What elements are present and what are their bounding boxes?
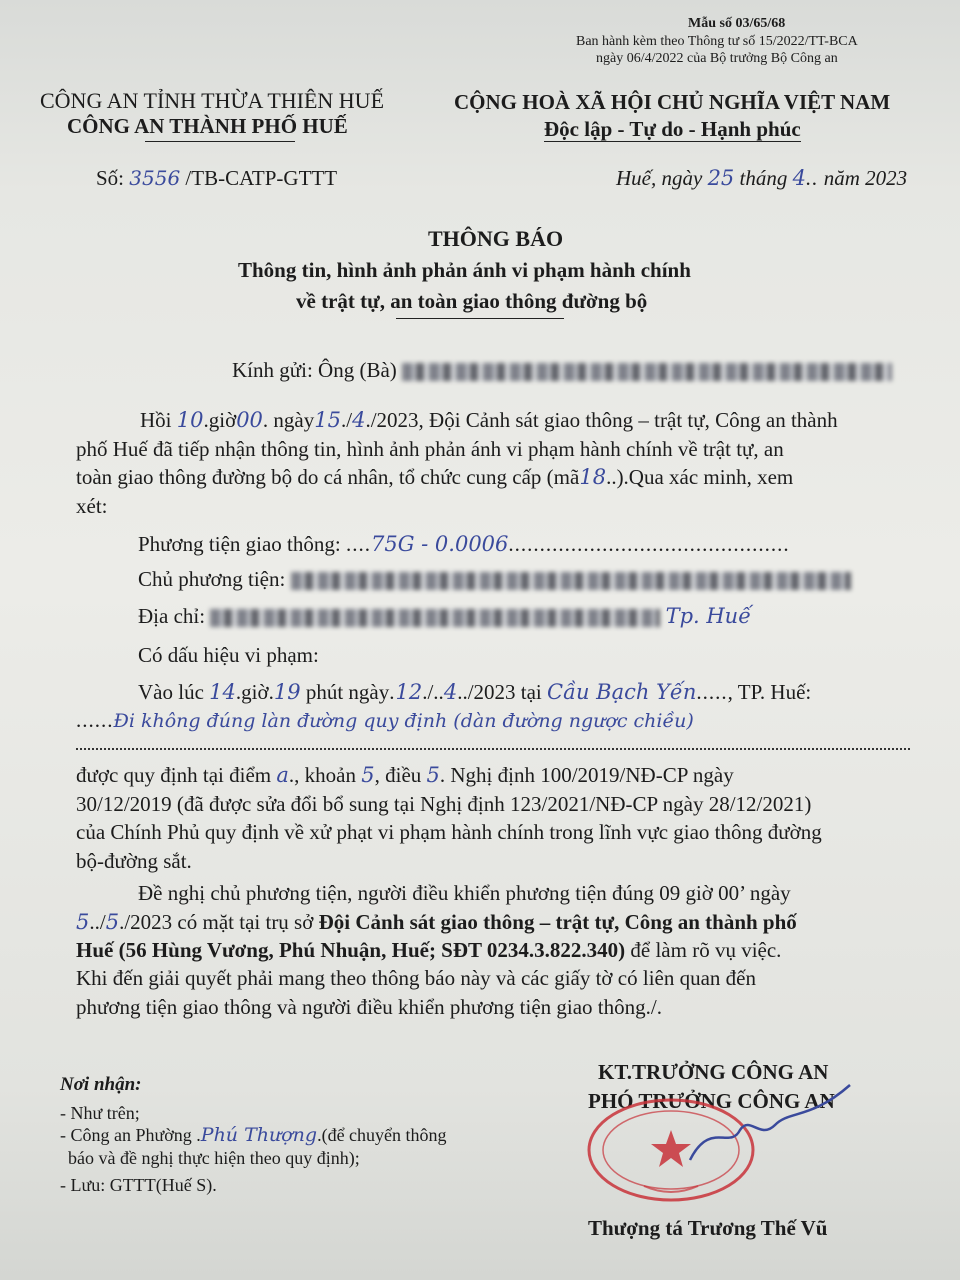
- violation-city: , TP. Huế:: [727, 680, 812, 704]
- request-day: 5: [76, 910, 90, 934]
- intro-hour-label: giờ: [208, 408, 237, 432]
- intro-minute: 00: [236, 408, 263, 432]
- intro-hour: 10: [176, 408, 204, 432]
- law-line-2: 30/12/2019 (đã được sửa đổi bổ sung tại Nghị định 123/2021/NĐ-CP ngày 28/12/2021): [76, 792, 812, 816]
- agency-line1: CÔNG AN TỈNH THỪA THIÊN HUẾ: [40, 88, 385, 113]
- intro-line-1: Hồi 10.giờ00. ngày15./4./2023, Đội Cảnh sát giao thông – trật tự, Công an thành: [140, 408, 838, 432]
- request-line-4: Khi đến giải quyết phải mang theo thông báo này và các giấy tờ có liên quan đến: [76, 966, 756, 990]
- redacted-recipient: [402, 363, 892, 381]
- law-article-label: , điều: [374, 763, 422, 787]
- request-l2a: /2023 có mặt tại trụ sở: [124, 910, 314, 934]
- agency-underline: [145, 141, 295, 142]
- intro-slash: /: [346, 408, 353, 432]
- date-prefix: Huế, ngày: [616, 166, 703, 190]
- form-issued-line1: Ban hành kèm theo Thông tư số 15/2022/TT-BCA: [576, 34, 858, 49]
- address-label: Địa chỉ:: [138, 604, 206, 628]
- agency-line2: [67, 114, 348, 139]
- violation-at: Vào lúc: [138, 680, 204, 704]
- intro-line-2: phố Huế đã tiếp nhận thông tin, hình ảnh phản ánh vi phạm hành chính về trật tự, an: [76, 437, 784, 461]
- notice-subtitle-2: về trật tự, an toàn giao thông đường bộ: [296, 289, 648, 313]
- recipient-ward: Phú Thượng: [200, 1124, 318, 1146]
- violation-minute: 19: [273, 680, 301, 704]
- signature-title-2: PHÓ TRƯỞNG CÔNG AN: [588, 1089, 835, 1113]
- request-address: Huế (56 Hùng Vương, Phú Nhuận, Huế; SĐT 0234.3.822.340): [76, 938, 626, 962]
- law-clause: 5: [361, 763, 375, 787]
- request-line-2: 5../5./2023 có mặt tại trụ sở Đội Cảnh sát giao thông – trật tự, Công an thành phố: [76, 910, 797, 934]
- vehicle-label: Phương tiện giao thông:: [138, 532, 341, 556]
- recipient-1: - Như trên;: [60, 1103, 140, 1123]
- signature-scribble: [680, 1080, 860, 1180]
- law-line-4: bộ-đường sắt.: [76, 849, 192, 873]
- request-line-5: phương tiện giao thông và người điều khiển phương tiện giao thông./.: [76, 995, 662, 1019]
- agency-line2-text: CÔNG AN THÀNH PHỐ HUẾ: [67, 114, 348, 138]
- intro-line3a: toàn giao thông đường bộ do cá nhân, tổ chức cung cấp (mã: [76, 465, 580, 489]
- request-line-3: [76, 938, 781, 963]
- date-month-label: tháng: [739, 166, 788, 190]
- intro-text: Hồi: [140, 408, 172, 432]
- redacted-owner: [291, 572, 851, 590]
- request-line-1: Đề nghị chủ phương tiện, người điều khiển phương tiện đúng 09 giờ 00’ ngày: [138, 881, 791, 905]
- owner-field: [138, 567, 851, 592]
- number-label: Số:: [96, 166, 125, 190]
- law-article: 5: [426, 763, 440, 787]
- recipient-2: - Công an Phường .Phú Thượng.(để chuyển thông: [60, 1124, 447, 1146]
- request-month: 5: [105, 910, 120, 934]
- recipient-2-cont: báo và đề nghị thực hiện theo quy định);: [68, 1148, 360, 1168]
- recipient-2-note: (để chuyển thông: [321, 1125, 447, 1145]
- recipients-title: Nơi nhận:: [60, 1074, 142, 1095]
- violation-minute-label: phút ngày: [305, 680, 390, 704]
- law-decree: . Nghị định 100/2019/NĐ-CP ngày: [439, 763, 734, 787]
- request-purpose: để làm rõ vụ việc.: [630, 938, 782, 962]
- intro-day-label: ngày: [273, 408, 315, 432]
- violation-day: 12: [395, 680, 423, 704]
- recipient-2-label: - Công an Phường: [60, 1125, 192, 1145]
- address-field: [138, 604, 751, 629]
- address-city: Tp. Huế: [665, 604, 752, 628]
- law-line-1: được quy định tại điểm a., khoản 5, điều 5. Nghị định 100/2019/NĐ-CP ngày: [76, 763, 734, 787]
- form-issued-line2: ngày 06/4/2022 của Bộ trưởng Bộ Công an: [596, 51, 838, 66]
- nation-motto: Độc lập - Tự do - Hạnh phúc: [544, 117, 801, 141]
- intro-day: 15: [314, 408, 341, 432]
- intro-text-end: /2023, Đội Cảnh sát giao thông – trật tự, Công an thành: [370, 408, 838, 432]
- greeting-label: Kính gửi: Ông (Bà): [232, 358, 397, 382]
- greeting: [232, 358, 892, 383]
- violation-hour-label: giờ: [241, 680, 269, 704]
- intro-line3b: ).Qua xác minh, xem: [616, 465, 794, 489]
- vehicle-plate: 75G - 0.0006: [370, 532, 509, 556]
- violation-hour: 14: [209, 680, 236, 704]
- form-code: Mẫu số 03/65/68: [688, 16, 786, 31]
- recipient-3: - Lưu: GTTT(Huế S).: [60, 1175, 217, 1195]
- date-year: năm 2023: [823, 166, 908, 190]
- intro-line-3: toàn giao thông đường bộ do cá nhân, tổ chức cung cấp (mã18..).Qua xác minh, xem: [76, 465, 794, 489]
- date-month: 4: [792, 166, 807, 190]
- violation-year: /2023 tại: [467, 680, 542, 704]
- violation-description: Đi không đúng làn đường quy định (dàn đường ngược chiều): [113, 710, 694, 732]
- number-handwritten: 3556: [129, 166, 181, 190]
- date-day: 25: [707, 166, 735, 190]
- violation-desc-line: ......Đi không đúng làn đường quy định (dàn đường ngược chiều): [76, 708, 694, 732]
- intro-line-4: xét:: [76, 494, 108, 518]
- notice-title: THÔNG BÁO: [428, 226, 564, 251]
- nation-line1: CỘNG HOÀ XÃ HỘI CHỦ NGHĨA VIỆT NAM: [454, 90, 891, 114]
- request-l2b: Đội Cảnh sát giao thông – trật tự, Công an thành phố: [318, 910, 797, 934]
- law-line-3: của Chính Phủ quy định về xử phạt vi phạm hành chính trong lĩnh vực giao thông đường: [76, 820, 822, 844]
- violation-label: Có dấu hiệu vi phạm:: [138, 643, 319, 667]
- document-number: [96, 166, 337, 191]
- violation-place: Cầu Bạch Yến: [547, 680, 697, 704]
- intro-code: 18: [579, 465, 607, 489]
- owner-label: Chủ phương tiện:: [138, 567, 286, 591]
- law-point: a: [276, 763, 289, 787]
- law-clause-label: , khoản: [294, 763, 356, 787]
- violation-time-line: Vào lúc 14.giờ.19 phút ngày.12./..4../2023 tại Cầu Bạch Yến....., TP. Huế:: [138, 680, 812, 704]
- number-suffix: /TB-CATP-GTTT: [185, 166, 338, 190]
- intro-month: 4: [352, 408, 366, 432]
- notice-subtitle-1: Thông tin, hình ảnh phản ánh vi phạm hành chính: [238, 258, 691, 282]
- law-point-label: được quy định tại điểm: [76, 763, 272, 787]
- signer-name: Thượng tá Trương Thế Vũ: [588, 1216, 828, 1240]
- redacted-address: [210, 609, 660, 627]
- violation-month: 4: [443, 680, 458, 704]
- vehicle-field: Phương tiện giao thông: ....75G - 0.0006.............................................: [138, 532, 790, 556]
- title-underline: [396, 318, 564, 319]
- signature-title-1: KT.TRƯỞNG CÔNG AN: [598, 1060, 829, 1084]
- date-line: Huế, ngày 25 tháng 4.. năm 2023: [616, 166, 908, 190]
- dotted-line: [76, 748, 910, 750]
- nation-line2: [544, 117, 801, 142]
